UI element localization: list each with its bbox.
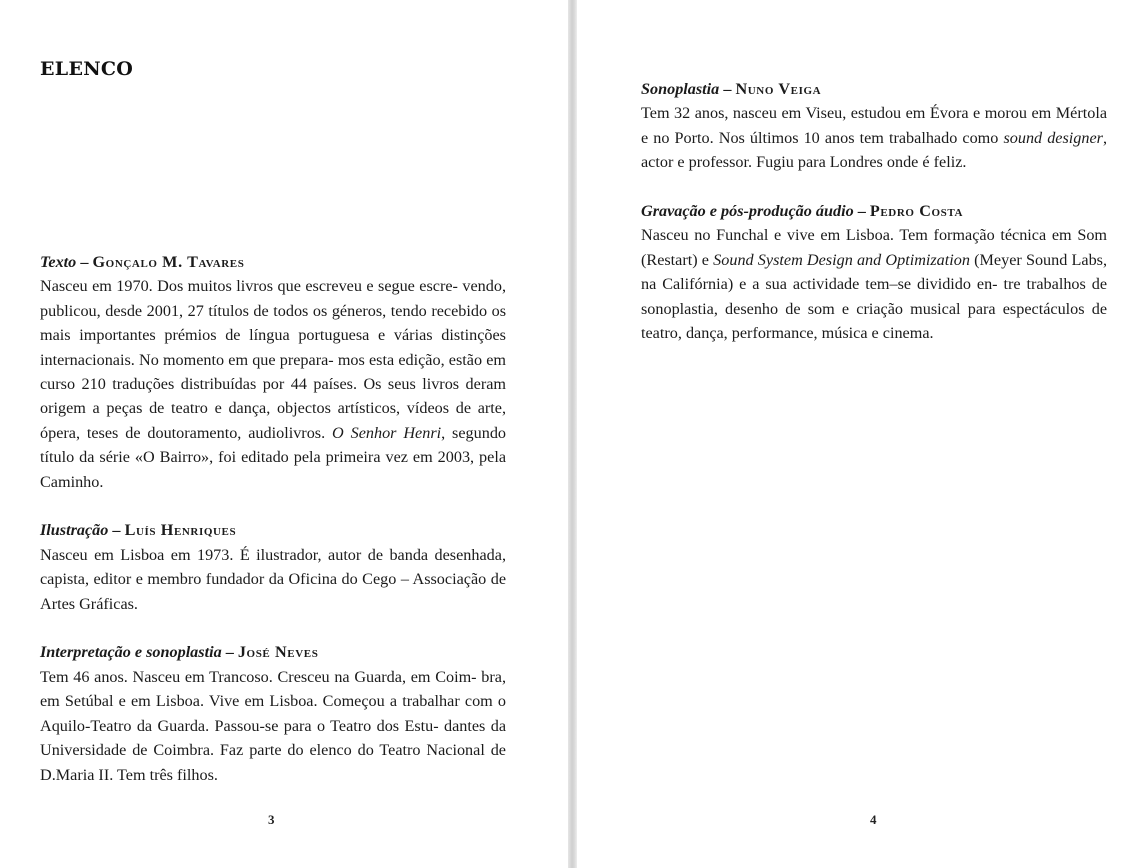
- bio-line: foi editado pela primeira vez em 2003, pela Caminho.: [40, 448, 507, 491]
- bio-line: bra, em Setúbal e em Lisboa. Vive em Lisboa. Começou a trabalhar: [40, 667, 507, 711]
- entry-heading: [40, 518, 506, 542]
- bio-line: audiolivros.: [248, 423, 333, 442]
- right-page: [577, 0, 1148, 868]
- bio-line: Sound Labs, na Califórnia) e a sua actividade tem–se dividido en-: [641, 250, 1108, 294]
- entry-separator: –: [853, 202, 870, 221]
- bio-line: Nasceu em Lisboa em 1973. É ilustrador, autor de banda desenhada,: [40, 545, 506, 564]
- entry-role: Texto: [40, 253, 77, 271]
- entry-separator: –: [221, 643, 238, 662]
- entry-bio: [40, 274, 506, 494]
- bio-line: várias distinções internacionais. No momento em que prepara-: [40, 326, 506, 369]
- bio-line: Nacional de D.Maria II. Tem três filhos.: [40, 741, 506, 784]
- entry-name: Luís Henriques: [124, 521, 237, 540]
- bio-line: (Meyer: [969, 250, 1022, 269]
- cast-entry-gravacao: [641, 199, 1107, 345]
- entry-bio: [40, 665, 506, 787]
- bio-line: Tem 46 anos. Nasceu em Trancoso. Cresceu na Guarda, em Coim-: [40, 667, 477, 686]
- left-column: [40, 250, 506, 811]
- italic-term: Sound System Design and Optimization: [713, 250, 970, 269]
- book-title: O Senhor Henri: [332, 423, 442, 442]
- entry-heading: [641, 199, 1107, 223]
- left-page: [0, 0, 568, 868]
- bio-line: , actor e professor. Fugiu para Londres onde é feliz.: [641, 128, 1108, 172]
- entry-role: Ilustração: [40, 521, 109, 540]
- bio-line: 44 países. Os seus livros deram origem a peças de teatro e dança,: [40, 375, 506, 418]
- bio-line: mos esta edição, estão em curso 210 traduções distribuídas por: [40, 350, 506, 394]
- bio-line: Mértola e no Porto. Nos últimos 10 anos tem trabalhado como: [641, 104, 1108, 147]
- bio-line: vendo, publicou, desde 2001, 27 títulos de todos os géneros, tendo: [40, 277, 507, 320]
- page-number: 4: [870, 812, 877, 827]
- cast-entry-ilustracao: [40, 518, 506, 616]
- entry-name: Pedro Costa: [869, 202, 964, 221]
- entry-heading: [641, 77, 1107, 101]
- italic-term: sound designer: [1003, 128, 1103, 147]
- entry-bio: [641, 101, 1107, 174]
- entry-role: Sonoplastia: [641, 80, 720, 98]
- bio-line: objectos artísticos, vídeos de arte, ópera, teses de doutoramento,: [40, 399, 507, 442]
- book-spine: [568, 0, 577, 868]
- cast-entry-interpretacao: [40, 640, 506, 786]
- bio-line: Nasceu no Funchal e vive em Lisboa. Tem formação técnica em: [641, 226, 1072, 245]
- cast-entry-sonoplastia: [641, 77, 1107, 175]
- entry-role: Gravação e pós-produção áudio: [641, 202, 854, 221]
- page-number: 3: [268, 812, 275, 827]
- bio-line: capista, editor e membro fundador da Oficina do Cego – Associação: [40, 570, 487, 589]
- page-heading: ELENCO: [40, 58, 134, 80]
- bio-line: Tem 32 anos, nasceu em Viseu, estudou em Évora e morou em: [641, 104, 1052, 123]
- bio-line: Nasceu em 1970. Dos muitos livros que escreveu e segue escre-: [40, 277, 458, 296]
- entry-role: Interpretação e sonoplastia: [40, 643, 222, 662]
- entry-heading: [40, 640, 506, 664]
- entry-bio: [40, 543, 506, 616]
- entry-name: Gonçalo M. Tavares: [92, 253, 245, 271]
- bio-line: recebido os mais importantes prémios de língua portuguesa e: [40, 301, 507, 345]
- entry-separator: –: [108, 521, 125, 540]
- bio-line: de Artes Gráficas.: [40, 570, 506, 613]
- entry-bio: [641, 223, 1107, 345]
- bio-line: Som (Restart) e: [641, 226, 1108, 269]
- bio-line: , segundo título da série «O Bairro»,: [40, 423, 507, 467]
- right-column: [641, 77, 1107, 370]
- entry-separator: –: [719, 80, 736, 98]
- bio-line: dantes da Universidade de Coimbra. Faz parte do elenco do Teatro: [40, 716, 506, 760]
- bio-line: para espectáculos de teatro, dança, performance, música e cinema.: [641, 299, 1108, 343]
- cast-entry-texto: [40, 250, 506, 494]
- entry-name: Nuno Veiga: [735, 80, 822, 98]
- entry-name: José Neves: [237, 643, 319, 662]
- entry-heading: [40, 250, 506, 274]
- entry-separator: –: [76, 253, 93, 271]
- bio-line: com o Aquilo-Teatro da Guarda. Passou-se para o Teatro dos Estu-: [40, 692, 507, 735]
- bio-line: tre trabalhos de sonoplastia, desenho de som e criação musical: [641, 275, 1108, 318]
